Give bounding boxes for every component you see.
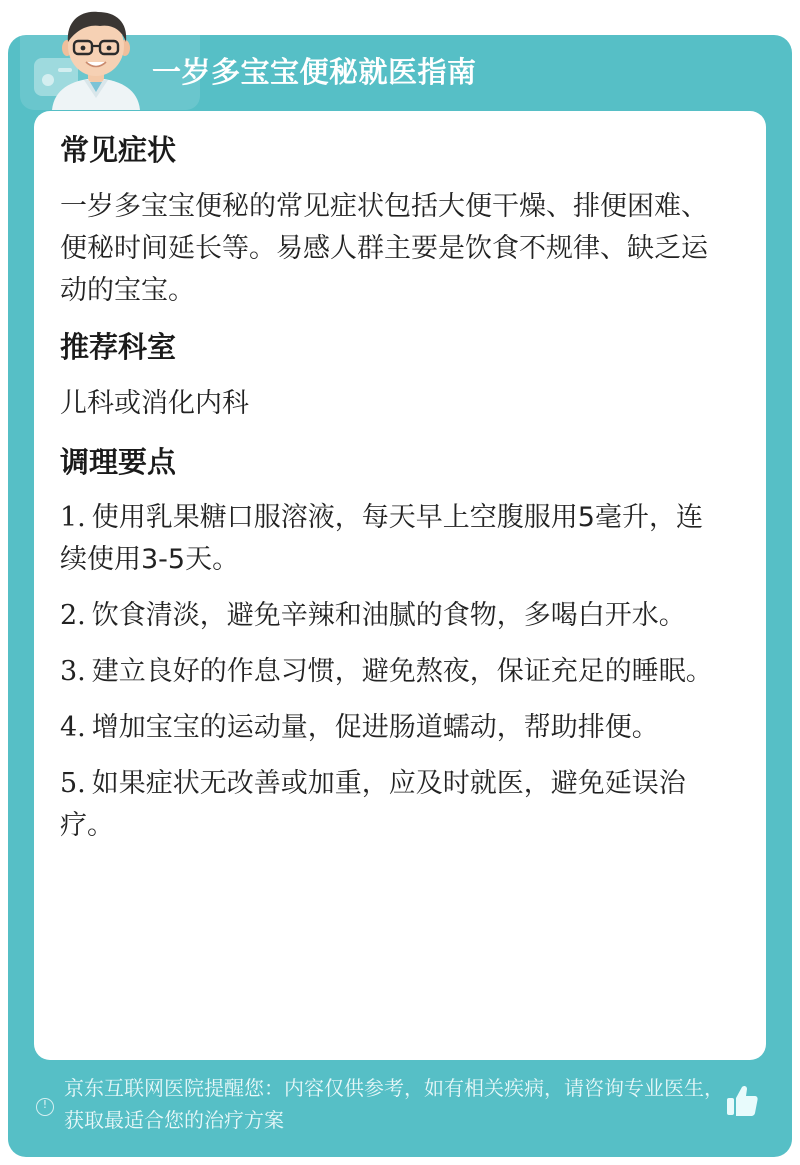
card-content — [60, 133, 726, 861]
disclaimer-text: 京东互联网医院提醒您：内容仅供参考，如有相关疾病，请咨询专业医生，获取最适合您的治疗方案 — [64, 1076, 724, 1132]
info-icon — [36, 1098, 54, 1116]
list-item-number: 3. — [60, 656, 86, 688]
section-title-care: 调理要点 — [60, 444, 177, 479]
list-item — [60, 497, 726, 581]
doctor-avatar — [40, 6, 152, 110]
symptoms-text: 一岁多宝宝便秘的常见症状包括大便干燥、排便困难、便秘时间延长等。易感人群主要是饮食不规律、缺乏运动的宝宝。 — [60, 190, 708, 306]
section-title-symptoms: 常见症状 — [60, 133, 177, 167]
list-item-text: 使用乳果糖口服溶液，每天早上空腹服用5毫升，连续使用3-5天。 — [60, 502, 703, 576]
thumbs-up-icon[interactable] — [724, 1083, 760, 1119]
list-item-text: 饮食清淡，避免辛辣和油腻的食物，多喝白开水。 — [91, 600, 686, 632]
list-item-number: 4. — [60, 712, 86, 744]
list-item — [60, 595, 726, 637]
list-item-number: 1. — [60, 502, 86, 534]
section-title-department: 推荐科室 — [60, 329, 177, 364]
footer-disclaimer — [36, 1072, 726, 1136]
list-item-text: 如果症状无改善或加重，应及时就医，避免延误治疗。 — [60, 768, 686, 842]
list-item-text: 建立良好的作息习惯，避免熬夜，保证充足的睡眠。 — [91, 656, 713, 688]
page-title: 一岁多宝宝便秘就医指南 — [152, 55, 477, 89]
list-item — [60, 651, 726, 693]
list-item-number: 2. — [60, 600, 86, 632]
list-item-number: 5. — [60, 768, 86, 800]
list-item — [60, 707, 726, 749]
department-text: 儿科或消化内科 — [60, 387, 249, 419]
content-card — [34, 111, 766, 1060]
list-item-text: 增加宝宝的运动量，促进肠道蠕动，帮助排便。 — [91, 712, 659, 744]
list-item — [60, 763, 726, 847]
